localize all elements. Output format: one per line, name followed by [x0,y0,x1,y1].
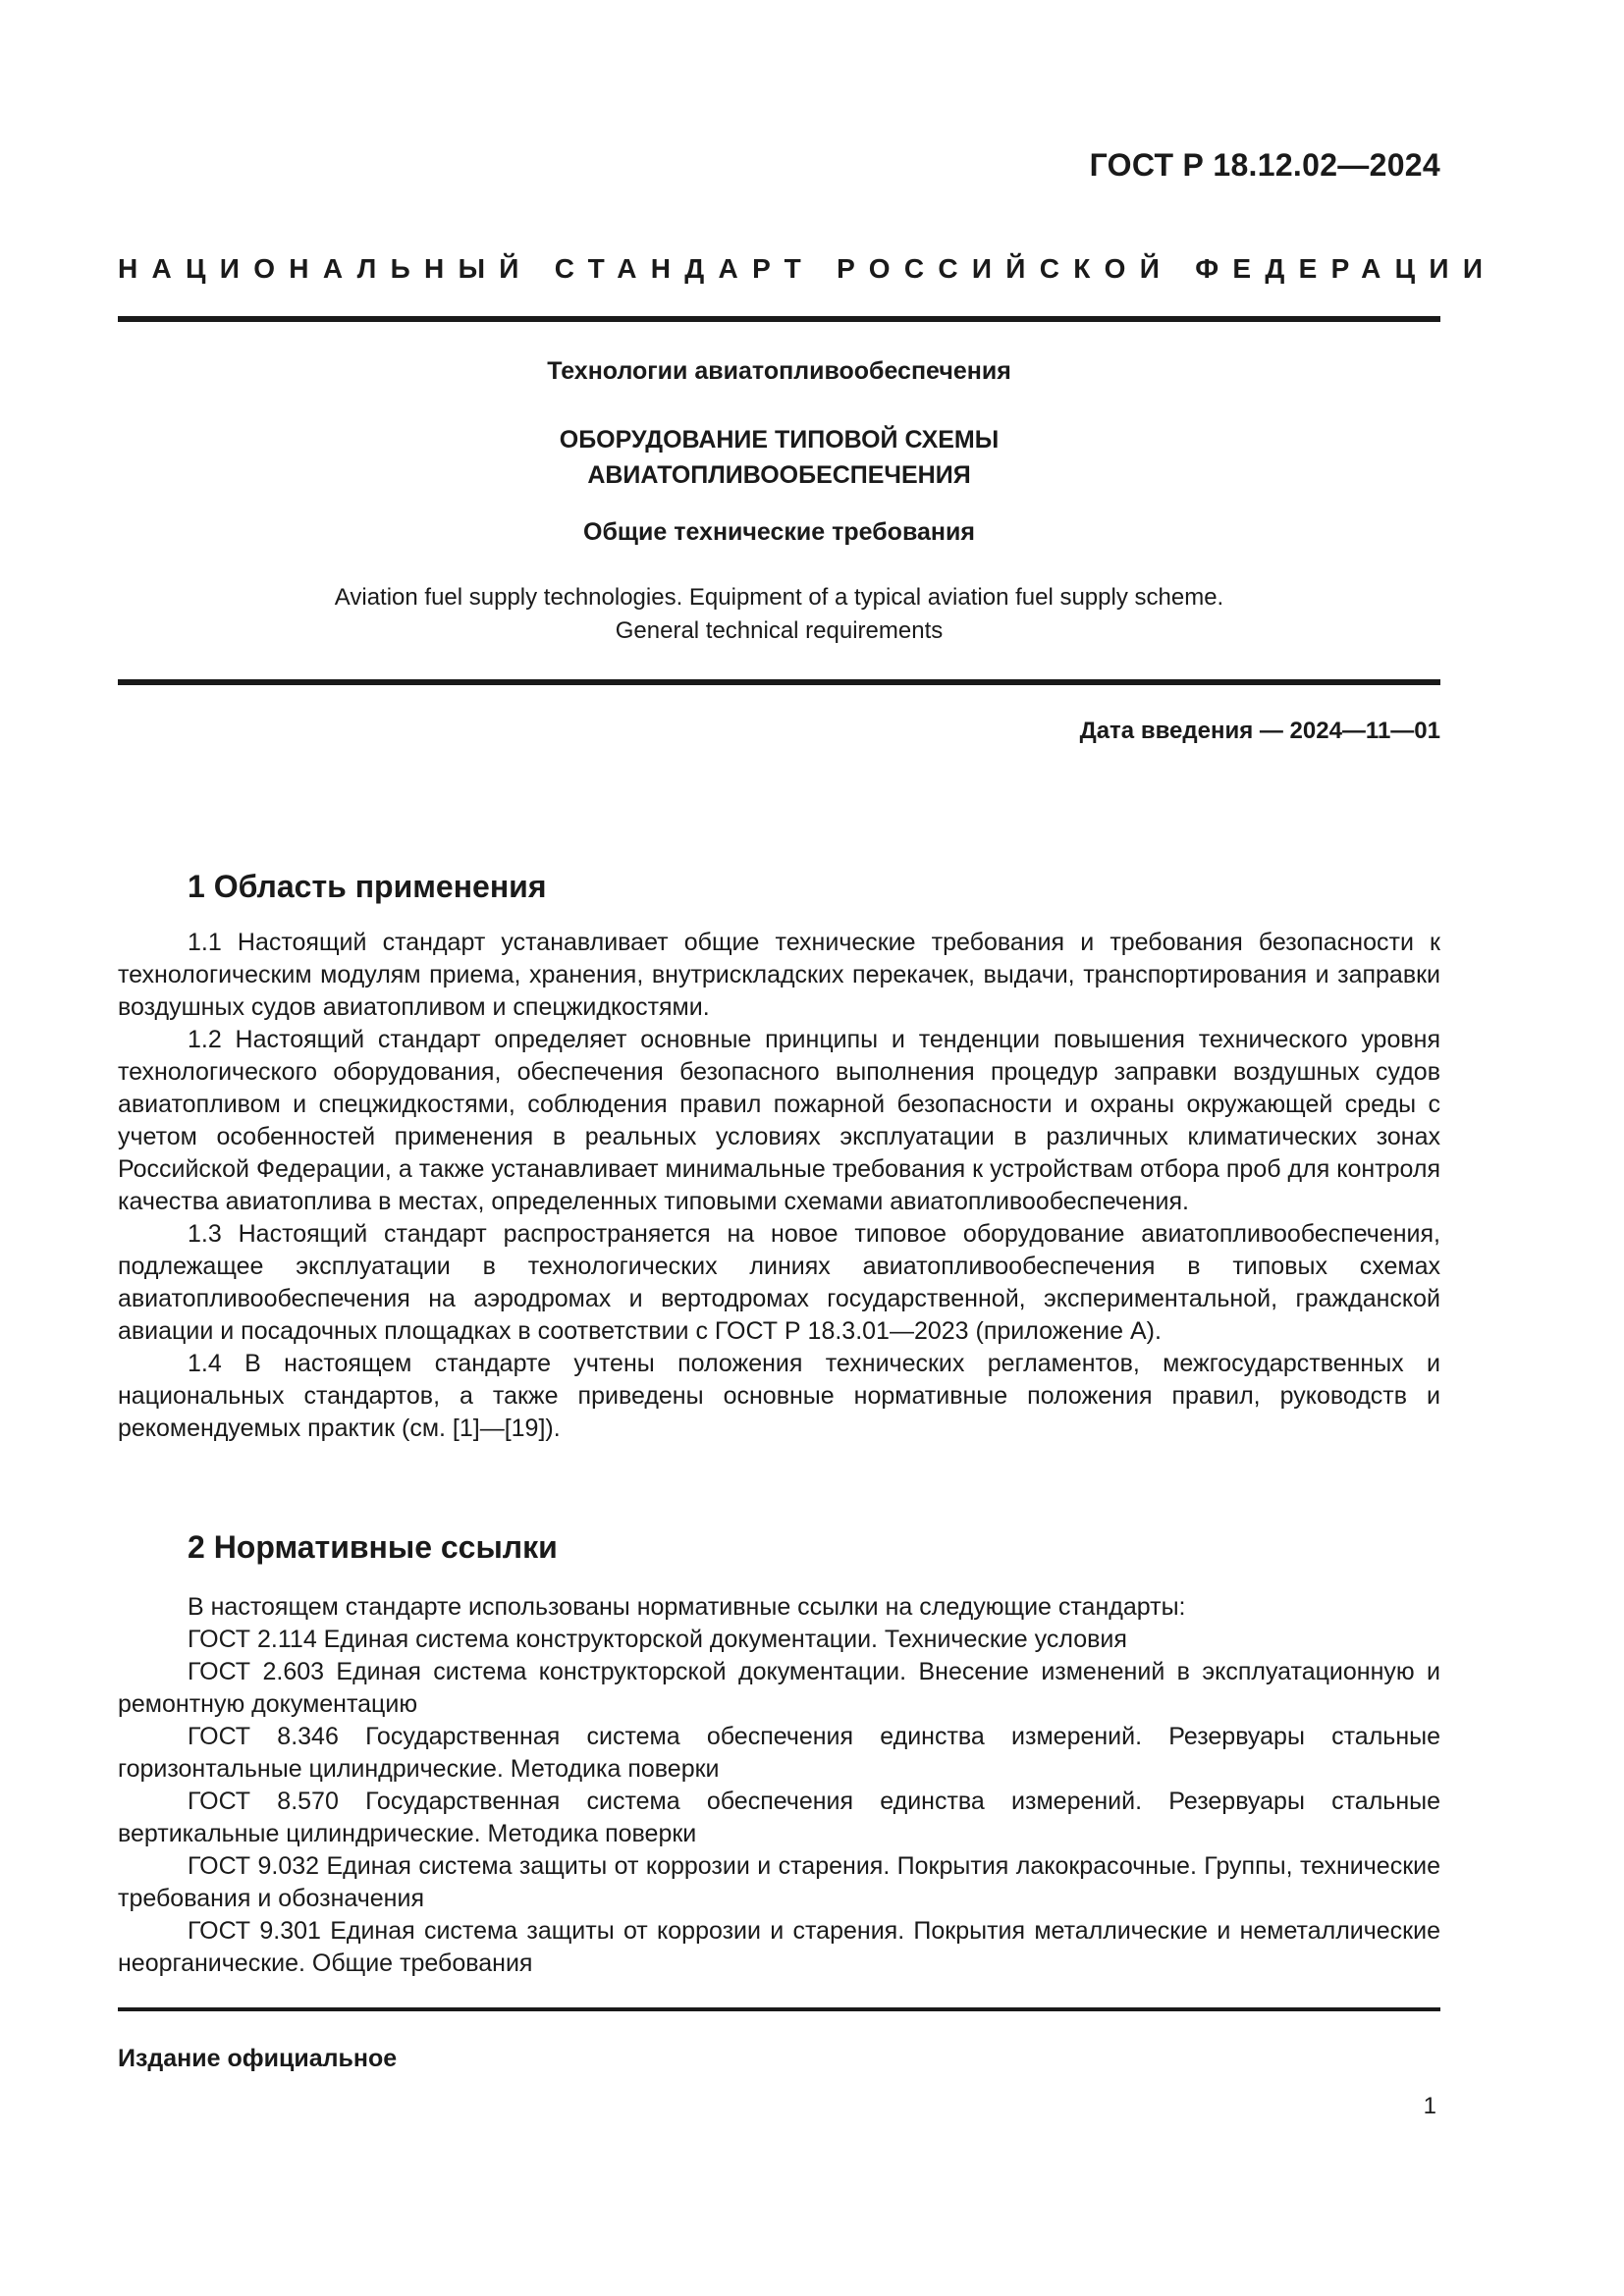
national-standard-banner: НАЦИОНАЛЬНЫЙ СТАНДАРТ РОССИЙСКОЙ ФЕДЕРАЦИИ [118,253,1497,284]
english-title-line-1: Aviation fuel supply technologies. Equipment of a typical aviation fuel supply scheme. [334,584,1224,611]
document-page [118,0,1497,2296]
footer-rule [118,2007,1440,2011]
english-title [118,581,1440,648]
title-line-2: АВИАТОПЛИВООБЕСПЕЧЕНИЯ [587,461,971,489]
paragraph: 1.2 Настоящий стандарт определяет основные принципы и тенденции повышения технического уровня технологического оборудования, обеспечения безопасного выполнения процедур заправки воздушных судов авиатопливом и спецжидкостями, соблюдения правил пожарной безопасности и охраны окружающей среды с учетом особенностей применения в реальных условиях эксплуатации в различных климатических зонах Российской Федерации, а также устанавливает минимальные требования к устройствам отбора проб для контроля качества авиатоплива в местах, определенных типовыми схемами авиатопливообеспечения. [118,1026,1440,1215]
section-1-body [118,927,1440,1445]
reference-item: ГОСТ 2.114 Единая система конструкторской документации. Технические условия [188,1626,1127,1653]
paragraph: 1.1 Настоящий стандарт устанавливает общие технические требования и требования безопасности к технологическим модулям приема, хранения, внутрискладских перекачек, выдачи, транспортирования и заправки воздушных судов авиатопливом и спецжидкостями. [118,929,1440,1021]
reference-item: ГОСТ 9.301 Единая система защиты от коррозии и старения. Покрытия металлические и неметаллические неорганические. Общие требования [118,1917,1440,1977]
official-edition-label: Издание официальное [118,2045,398,2072]
reference-item: ГОСТ 9.032 Единая система защиты от коррозии и старения. Покрытия лакокрасочные. Группы, технические требования и обозначения [118,1852,1440,1912]
document-subject: Технологии авиатопливообеспечения [547,357,1011,385]
reference-item: ГОСТ 8.570 Государственная система обеспечения единства измерений. Резервуары стальные вертикальные цилиндрические. Методика поверки [118,1788,1440,1847]
document-subtitle: Общие технические требования [583,518,975,546]
reference-item: ГОСТ 2.603 Единая система конструкторской документации. Внесение изменений в эксплуатационную и ремонтную документацию [118,1658,1440,1718]
title-rule [118,679,1440,685]
section-2-heading: 2 Нормативные ссылки [188,1529,558,1565]
section-1-heading: 1 Область применения [188,869,547,904]
paragraph: 1.4 В настоящем стандарте учтены положения технических регламентов, межгосударственных и национальных стандартов, а также приведены основные нормативные положения правил, руководств и рекомендуемых практик (см. [1]—[19]). [118,1350,1440,1442]
standard-number: ГОСТ Р 18.12.02—2024 [1089,147,1440,183]
reference-item: ГОСТ 8.346 Государственная система обеспечения единства измерений. Резервуары стальные горизонтальные цилиндрические. Методика поверки [118,1723,1440,1783]
paragraph: 1.3 Настоящий стандарт распространяется на новое типовое оборудование авиатопливообеспечения, подлежащее эксплуатации в технологических линиях авиатопливообеспечения в типовых схемах авиатопливообеспечения на аэродромах и вертодромах государственной, экспериментальной, гражданской авиации и посадочных площадках в соответствии с ГОСТ Р 18.3.01—2023 (приложение А). [118,1220,1440,1345]
english-title-line-2: General technical requirements [615,617,944,644]
paragraph: В настоящем стандарте использованы нормативные ссылки на следующие стандарты: [188,1593,1186,1621]
title-line-1: ОБОРУДОВАНИЕ ТИПОВОЙ СХЕМЫ [559,426,1000,454]
section-2-body [118,1591,1440,1980]
page-number: 1 [1423,2093,1436,2119]
header-rule [118,316,1440,322]
document-title [118,422,1440,493]
introduction-date: Дата введения — 2024—11—01 [1079,718,1440,744]
